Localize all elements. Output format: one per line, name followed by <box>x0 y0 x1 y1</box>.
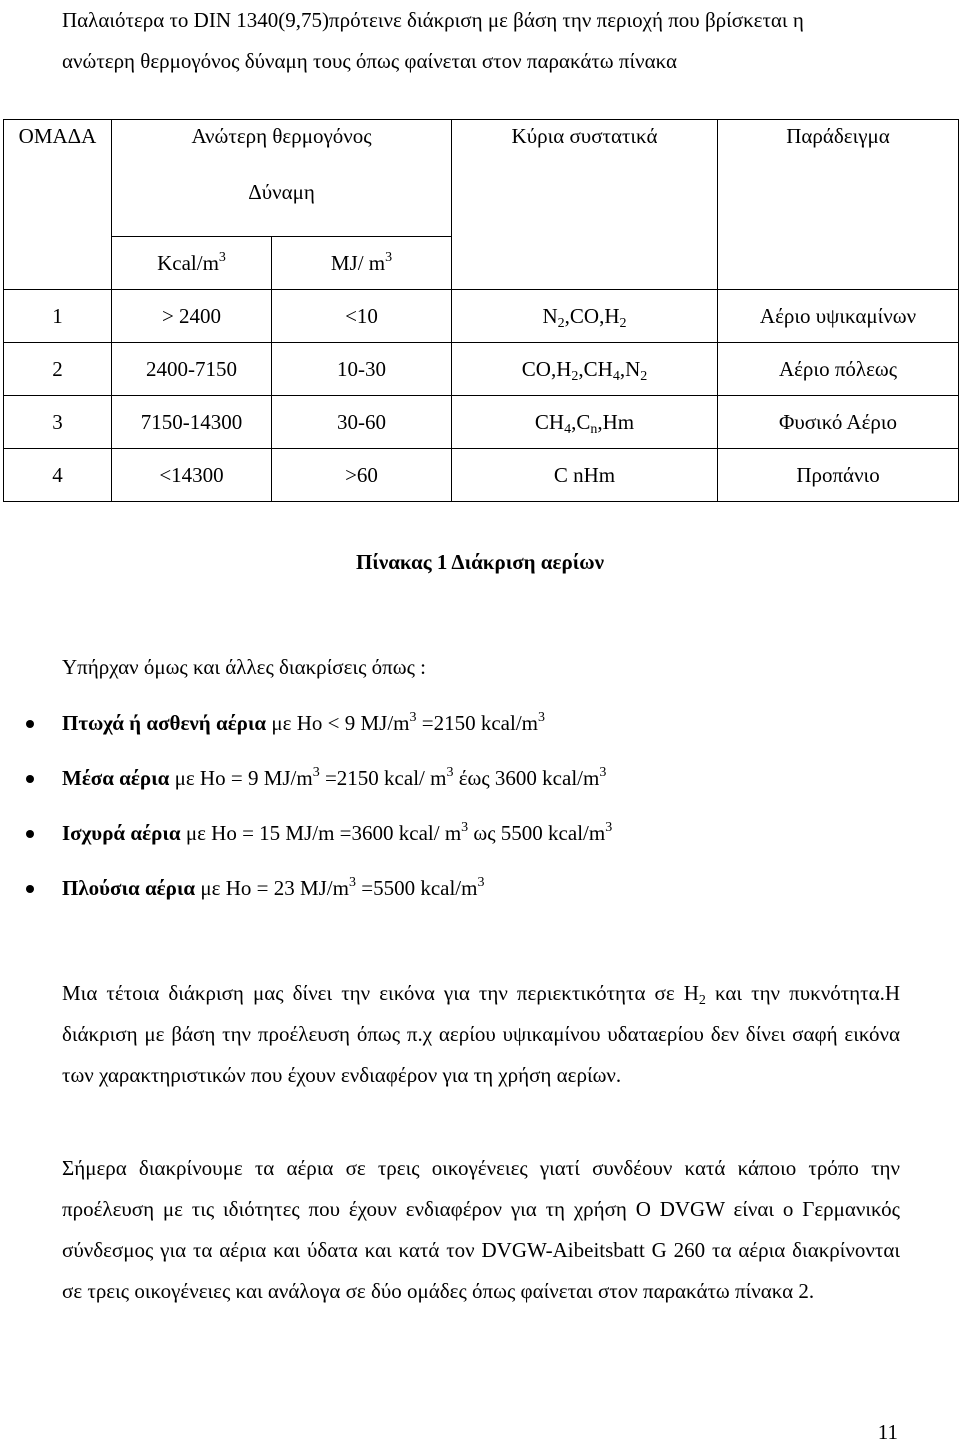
gas-classification-table <box>3 119 959 502</box>
cell-mj: <10 <box>272 290 452 343</box>
header-unit-kcal <box>112 237 272 290</box>
paragraph-dvgw: Σήμερα διακρίνουμε τα αέρια σε τρεις οικογένειες γιατί συνδέουν κατά κάποιο τρόπο την προέλευση με τις ιδιότητες που έχουν ενδιαφέρον για τη χρήση Ο DVGW είναι ο Γερμανικός σύνδεσμος για τα αέρια και ύδατα και κατά τον DVGW-Aibeitsbatt G 260 τα αέρια διακρίνονται σε τρεις οικογένειες και ανάλογα σε δύο ομάδες όπως φαίνεται στον παρακάτω πίνακα 2. <box>62 1156 900 1303</box>
formula-part: ,Hm <box>597 409 635 434</box>
table-row <box>4 343 959 396</box>
formula-sub: 2 <box>571 368 579 384</box>
table-row <box>4 449 959 502</box>
superscript: 3 <box>477 875 485 890</box>
gas-kind-text: με Ho = 9 MJ/m <box>169 766 313 790</box>
cell-components: C nHm <box>452 449 718 502</box>
intro-paragraph <box>62 0 900 82</box>
header-unit-mj <box>272 237 452 290</box>
table-row <box>4 290 959 343</box>
formula-sub: n <box>590 421 598 437</box>
cell-group: 1 <box>4 290 112 343</box>
unit-mj-exp: 3 <box>385 249 393 265</box>
cell-components <box>452 290 718 343</box>
header-example: Παράδειγμα <box>718 120 959 290</box>
superscript: 3 <box>446 765 454 780</box>
intro-line-1: Παλαιότερα το DIN 1340(9,75)πρότεινε διάκριση με βάση την περιοχή που βρίσκεται η <box>62 8 804 32</box>
gas-kind-name: Μέσα αέρια <box>62 766 170 790</box>
gas-kind-text: με Ho < 9 MJ/m <box>266 711 410 735</box>
table-row <box>4 396 959 449</box>
superscript: 3 <box>599 765 607 780</box>
page-number: 11 <box>877 1420 898 1444</box>
header-heating-value-line2: Δύναμη <box>112 174 452 237</box>
header-main-components: Κύρια συστατικά <box>452 120 718 290</box>
paragraph-hydrogen-density <box>62 973 900 1096</box>
formula-sub: 4 <box>612 368 620 384</box>
formula-sub: 2 <box>619 315 627 331</box>
paragraph-text: και την πυκνότητα.Η διάκριση με βάση την προέλευση όπως π.χ αερίου υψικαμίνου υδαταερίου δεν δίνει σαφή εικόνα των χαρακτηριστικών που έχουν ενδιαφέρον για τη χρήση αερίων. <box>62 981 900 1087</box>
formula-part: ,CO,H <box>564 303 620 328</box>
bullet-icon <box>26 830 34 838</box>
list-item <box>0 703 612 758</box>
formula-part: ,CH <box>578 356 613 381</box>
cell-example: Αέριο πόλεως <box>718 343 959 396</box>
gas-kind-text: =5500 kcal/m <box>355 876 478 900</box>
cell-kcal: > 2400 <box>112 290 272 343</box>
superscript: 3 <box>605 820 613 835</box>
list-item <box>0 868 612 923</box>
cell-kcal: <14300 <box>112 449 272 502</box>
cell-mj: >60 <box>272 449 452 502</box>
formula-part: CH <box>534 409 565 434</box>
cell-example: Φυσικό Αέριο <box>718 396 959 449</box>
cell-kcal: 2400-7150 <box>112 343 272 396</box>
superscript: 3 <box>461 820 469 835</box>
superscript: 3 <box>348 875 356 890</box>
gas-kind-text: =2150 kcal/ m <box>319 766 447 790</box>
gas-kind-name: Ισχυρά αέρια <box>62 821 181 845</box>
intro-line-2: ανώτερη θερμογόνος δύναμη τους όπως φαίνεται στον παρακάτω πίνακα <box>62 49 677 73</box>
gas-kind-text: =2150 kcal/m <box>416 711 539 735</box>
cell-mj: 10-30 <box>272 343 452 396</box>
formula-sub: 2 <box>640 368 648 384</box>
subscript: 2 <box>698 993 706 1008</box>
formula-part: ,C <box>571 409 591 434</box>
gas-kind-text: ως 5500 kcal/m <box>468 821 606 845</box>
cell-example: Προπάνιο <box>718 449 959 502</box>
list-item <box>0 758 612 813</box>
formula-sub: 4 <box>564 421 572 437</box>
header-heating-value-line1: Ανώτερη θερμογόνος <box>112 120 452 175</box>
unit-mj-text: MJ/ m <box>330 250 386 275</box>
cell-components <box>452 396 718 449</box>
paragraph-text: Μια τέτοια διάκριση μας δίνει την εικόνα για την περιεκτικότητα σε Η <box>62 981 699 1005</box>
unit-kcal-text: Kcal/m <box>157 250 219 275</box>
superscript: 3 <box>409 710 417 725</box>
cell-components <box>452 343 718 396</box>
cell-group: 3 <box>4 396 112 449</box>
bullet-icon <box>26 720 34 728</box>
unit-kcal-exp: 3 <box>218 249 226 265</box>
gas-kind-name: Πτωχά ή ασθενή αέρια <box>62 711 267 735</box>
formula-part: CO,H <box>521 356 572 381</box>
header-group: ΟΜΑΔΑ <box>4 120 112 290</box>
table-caption: Πίνακας 1 Διάκριση αερίων <box>355 550 604 574</box>
bullet-icon <box>26 775 34 783</box>
gas-kinds-list <box>0 703 612 923</box>
formula-part: ,N <box>619 356 641 381</box>
lead-sentence: Υπήρχαν όμως και άλλες διακρίσεις όπως : <box>62 655 426 679</box>
formula-part: N <box>542 303 558 328</box>
cell-mj: 30-60 <box>272 396 452 449</box>
superscript: 3 <box>538 710 546 725</box>
gas-kind-text: έως 3600 kcal/m <box>453 766 600 790</box>
cell-example: Αέριο υψικαμίνων <box>718 290 959 343</box>
gas-kind-name: Πλούσια αέρια <box>62 876 196 900</box>
cell-kcal: 7150-14300 <box>112 396 272 449</box>
cell-group: 4 <box>4 449 112 502</box>
superscript: 3 <box>312 765 320 780</box>
formula-sub: 2 <box>557 315 565 331</box>
gas-kind-text: με Ho = 23 MJ/m <box>195 876 349 900</box>
gas-kind-text: με Ho = 15 MJ/m =3600 kcal/ m <box>180 821 462 845</box>
cell-group: 2 <box>4 343 112 396</box>
list-item <box>0 813 612 868</box>
bullet-icon <box>26 885 34 893</box>
